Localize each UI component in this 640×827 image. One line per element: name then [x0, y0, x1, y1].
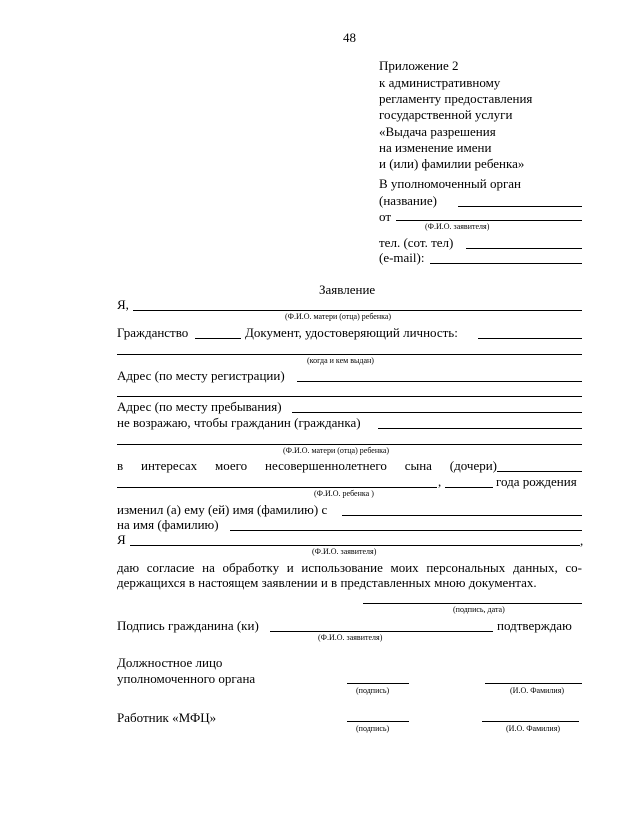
- applicant-name-field-2[interactable]: [130, 545, 580, 546]
- issued-caption: (когда и кем выдан): [307, 356, 374, 365]
- citizen-signature-label: Подпись гражданина (ки): [117, 618, 259, 633]
- citizenship-label: Гражданство: [117, 325, 189, 340]
- applicant-caption: (Ф.И.О. заявителя): [425, 222, 490, 231]
- official-label: Должностное лицо: [117, 655, 223, 670]
- child-name-field[interactable]: [117, 487, 437, 488]
- parent-caption-2: (Ф.И.О. матери (отца) ребенка): [283, 446, 390, 455]
- official-label: уполномоченного органа: [117, 671, 256, 686]
- reg-address-field-2[interactable]: [117, 396, 582, 397]
- parent-name-field[interactable]: [133, 310, 582, 311]
- organ-name-field[interactable]: [458, 206, 582, 207]
- comma-2: ,: [580, 533, 584, 548]
- to-name-label: на имя (фамилию): [117, 517, 219, 532]
- birth-year-field[interactable]: [445, 487, 493, 488]
- i-label-2: Я: [117, 532, 126, 547]
- reg-address-label: Адрес (по месту регистрации): [117, 368, 285, 383]
- old-name-field[interactable]: [342, 515, 582, 516]
- sign-date-caption: (подпись, дата): [453, 605, 505, 614]
- appendix-line: государственной услуги: [379, 107, 513, 122]
- interest-word: интересах: [140, 458, 198, 473]
- interest-word: сына: [404, 458, 432, 473]
- reg-address-field[interactable]: [297, 381, 582, 382]
- organ-label: В уполномоченный орган: [379, 176, 522, 191]
- applicant-name-field[interactable]: [396, 220, 582, 221]
- appendix-line: к административному: [379, 75, 501, 90]
- initials-caption-2: (И.О. Фамилия): [506, 724, 561, 733]
- child-field[interactable]: [497, 471, 582, 472]
- document-label: Документ, удостоверяющий личность:: [245, 325, 458, 340]
- appendix-line: «Выдача разрешения: [379, 124, 496, 139]
- stay-address-field[interactable]: [292, 412, 582, 413]
- initials-caption: (И.О. Фамилия): [510, 686, 565, 695]
- phone-label: тел. (сот. тел): [379, 235, 454, 250]
- grantee-field-2[interactable]: [117, 444, 582, 445]
- interest-word: в: [117, 458, 124, 473]
- child-caption: (Ф.И.О. ребенка ): [314, 489, 374, 498]
- mfc-initials-field[interactable]: [482, 721, 579, 722]
- form-title: Заявление: [319, 282, 376, 297]
- birth-year-label: года рождения: [496, 474, 577, 489]
- confirm-label: подтверждаю: [497, 618, 572, 633]
- page-number: 48: [343, 30, 356, 45]
- document-field[interactable]: [478, 338, 582, 339]
- stay-address-label: Адрес (по месту пребывания): [117, 399, 282, 414]
- parent-caption: (Ф.И.О. матери (отца) ребенка): [285, 312, 392, 321]
- citizen-signature-field[interactable]: [270, 631, 493, 632]
- signature-caption-2: (подпись): [356, 724, 390, 733]
- phone-field[interactable]: [466, 248, 582, 249]
- email-field[interactable]: [430, 263, 582, 264]
- appendix-line: регламенту предоставления: [379, 91, 533, 106]
- appendix-line: на изменение имени: [379, 140, 492, 155]
- consent-line: держащихся в настоящем заявлении и в представленных мною документах.: [117, 575, 537, 590]
- interest-phrase: [117, 458, 497, 474]
- interest-word: несовершеннолетнего: [265, 458, 387, 473]
- sign-date-field[interactable]: [363, 603, 582, 604]
- comma: ,: [438, 474, 442, 489]
- signature-caption: (подпись): [356, 686, 390, 695]
- appendix-line: и (или) фамилии ребенка»: [379, 156, 525, 171]
- interest-word: (дочери): [449, 458, 497, 473]
- i-label: Я,: [117, 297, 129, 312]
- document-issued-field[interactable]: [117, 354, 582, 355]
- from-label: от: [379, 209, 392, 224]
- changed-label: изменил (а) ему (ей) имя (фамилию) с: [117, 502, 328, 517]
- organ-name-label: (название): [379, 193, 437, 208]
- official-signature-field[interactable]: [347, 683, 409, 684]
- citizenship-field[interactable]: [195, 338, 241, 339]
- grantee-field[interactable]: [378, 428, 582, 429]
- appendix-line: Приложение 2: [379, 58, 459, 73]
- applicant-caption-2: (Ф.И.О. заявителя): [312, 547, 377, 556]
- mfc-label: Работник «МФЦ»: [117, 710, 217, 725]
- consent-line: даю согласие на обработку и использование моих персональных данных, со-: [117, 560, 582, 575]
- interest-word: моего: [215, 458, 248, 473]
- mfc-signature-field[interactable]: [347, 721, 409, 722]
- new-name-field[interactable]: [230, 530, 582, 531]
- official-initials-field[interactable]: [485, 683, 582, 684]
- email-label: (e-mail):: [379, 250, 425, 265]
- applicant-caption-3: (Ф.И.О. заявителя): [318, 633, 383, 642]
- no-objection-label: не возражаю, чтобы гражданин (гражданка): [117, 415, 361, 430]
